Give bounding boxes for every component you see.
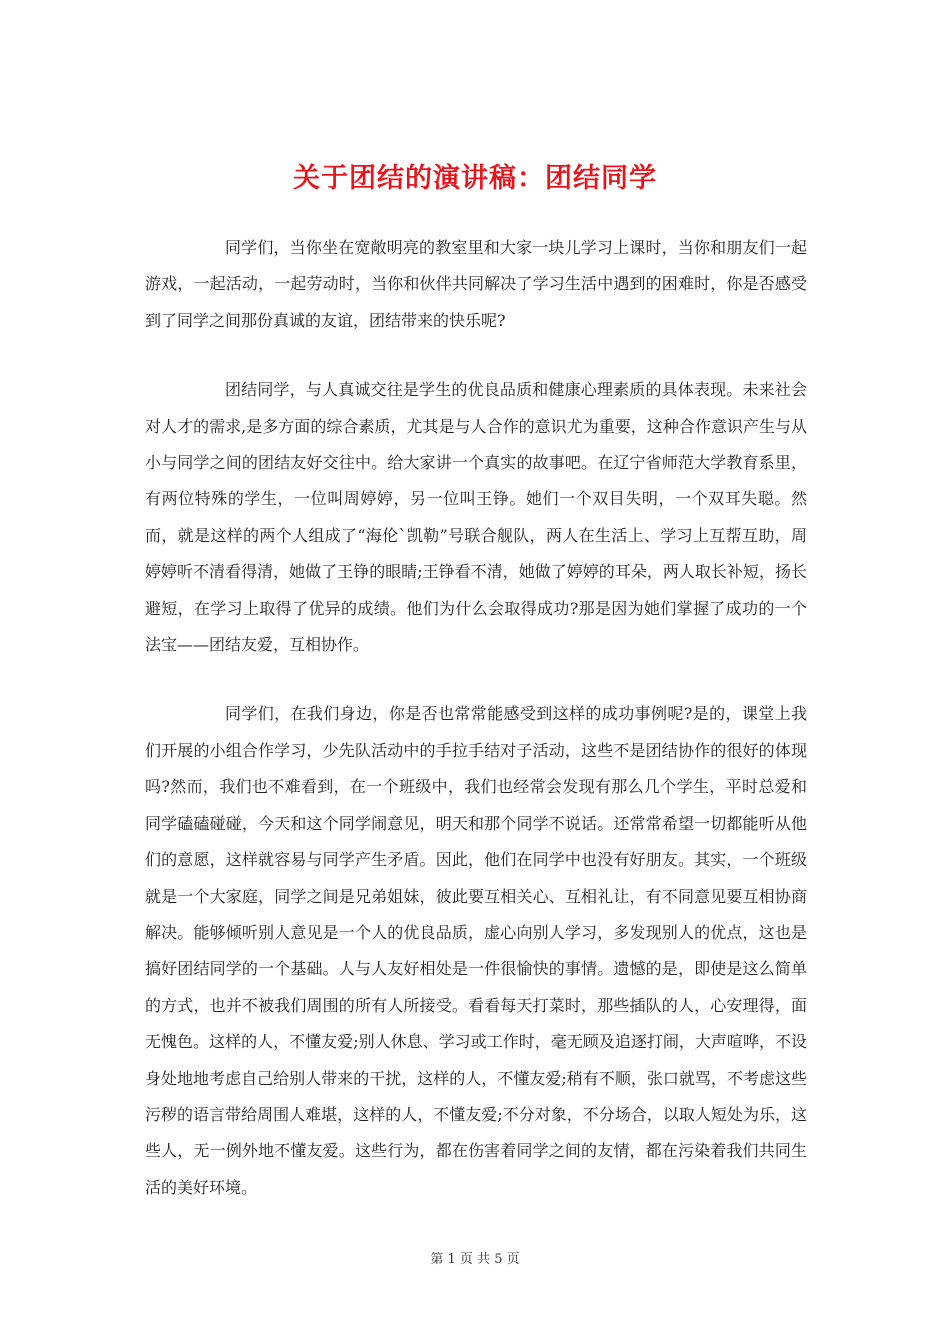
paragraph-2: 团结同学，与人真诚交往是学生的优良品质和健康心理素质的具体表现。未来社会对人才的需求,是多方面的综合素质，尤其是与人合作的意识尤为重要，这种合作意识产生与从小与同学之间的团结友好交往中。给大家讲一个真实的故事吧。在辽宁省师范大学教育系里，有两位特殊的学生，一位叫周婷婷，另一位叫王铮。她们一个双目失明，一个双耳失聪。然而，就是这样的两个人组成了“海伦`凯勒”号联合舰队，两人在生活上、学习上互帮互助，周婷婷听不清看得清，她做了王铮的眼睛;王铮看不清，她做了婷婷的耳朵，两人取长补短，扬长避短，在学习上取得了优异的成绩。他们为什么会取得成功?那是因为她们掌握了成功的一个法宝——团结友爱，互相协作。 xyxy=(145,380,807,655)
document-title: 关于团结的演讲稿：团结同学 xyxy=(293,163,657,194)
paragraph-3: 同学们，在我们身边，你是否也常常能感受到这样的成功事例呢?是的，课堂上我们开展的小组合作学习，少先队活动中的手拉手结对子活动，这些不是团结协作的很好的体现吗?然而，我们也不难看到，在一个班级中，我们也经常会发现有那么几个学生，平时总爱和同学磕磕碰碰，今天和这个同学闹意见，明天和那个同学不说话。还常常希望一切都能听从他们的意愿，这样就容易与同学产生矛盾。因此，他们在同学中也没有好朋友。其实，一个班级就是一个大家庭，同学之间是兄弟姐妹，彼此要互相关心、互相礼让，有不同意见要互相协商解决。能够倾听别人意见是一个人的优良品质，虚心向别人学习，多发现别人的优点，这也是搞好团结同学的一个基础。人与人友好相处是一件很愉快的事情。遗憾的是，即使是这么简单的方式，也并不被我们周围的所有人所接受。看看每天打菜时，那些插队的人，心安理得，面无愧色。这样的人，不懂友爱;别人休息、学习或工作时，毫无顾及追逐打闹，大声喧哗，不设身处地地考虑自己给别人带来的干扰，这样的人，不懂友爱;稍有不顺，张口就骂，不考虑这些污秽的语言带给周围人难堪，这样的人，不懂友爱;不分对象，不分场合，以取人短处为乐，这些人，无一例外地不懂友爱。这些行为，都在伤害着同学之间的友情，都在污染着我们共同生活的美好环境。 xyxy=(145,704,807,1197)
document-body xyxy=(145,230,807,1239)
paragraph-1: 同学们，当你坐在宽敞明亮的教室里和大家一块儿学习上课时，当你和朋友们一起游戏，一起活动，一起劳动时，当你和伙伴共同解决了学习生活中遇到的困难时，你是否感受到了同学之间那份真诚的友谊，团结带来的快乐呢? xyxy=(145,238,807,330)
page-number-footer: 第 1 页 共 5 页 xyxy=(430,1252,520,1267)
